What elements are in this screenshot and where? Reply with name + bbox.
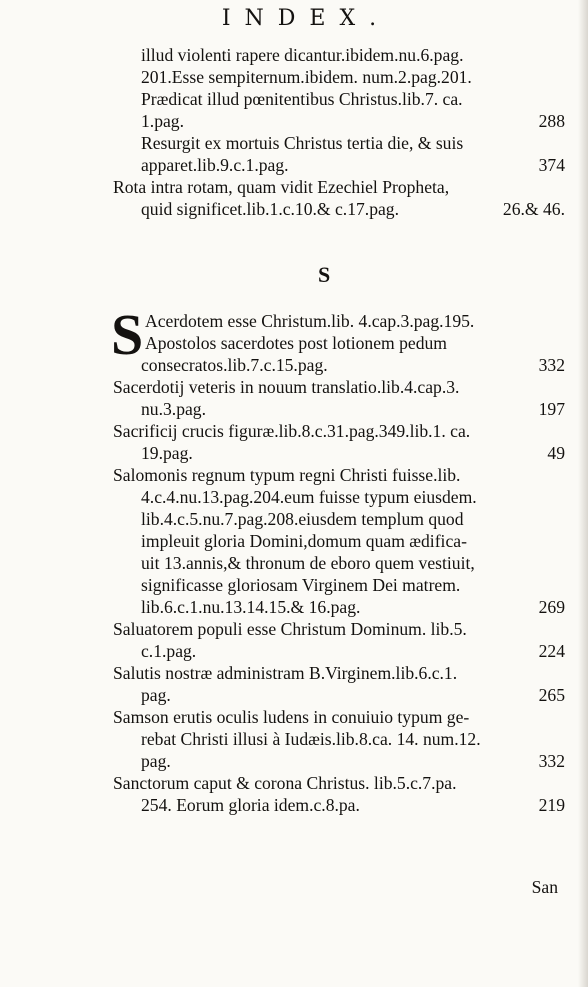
index-entry: [113, 176, 565, 220]
index-entry: [113, 132, 565, 176]
index-line-text: Salutis nostræ administram B.Virginem.lib.6.c.1.: [113, 663, 458, 683]
index-line: [113, 66, 565, 88]
index-line: [113, 154, 565, 176]
index-line: [113, 464, 565, 486]
page-reference: 26.& 46.: [502, 199, 565, 219]
index-line-text: nu.3.pag.: [141, 399, 206, 419]
index-line-text: significasse gloriosam Virginem Dei matrem.: [141, 575, 461, 595]
index-line: [113, 574, 565, 596]
index-line-text: 254. Eorum gloria idem.c.8.pa.: [141, 795, 360, 815]
index-line-text: Resurgit ex mortuis Christus tertia die, & suis: [141, 133, 464, 153]
index-line-text: apparet.lib.9.c.1.pag.: [141, 155, 289, 175]
index-line-text: illud violenti rapere dicantur.ibidem.nu.6.pag.: [141, 45, 464, 65]
index-entry: [113, 772, 565, 816]
index-line-text: Sanctorum caput & corona Christus. lib.5.c.7.pa.: [113, 773, 457, 793]
index-line-text: rebat Christi illusi à Iudæis.lib.8.ca. 14. num.12.: [141, 729, 481, 749]
index-line-text: quid significet.lib.1.c.10.& c.17.pag.: [141, 199, 399, 219]
index-line-text: Sacerdotij veteris in nouum translatio.lib.4.cap.3.: [113, 377, 460, 397]
index-line: [113, 596, 565, 618]
index-entries-r-continuation: [113, 44, 565, 220]
page-header: INDEX.: [221, 6, 391, 31]
index-line: [113, 376, 565, 398]
index-line: [113, 398, 565, 420]
index-line-text: 4.c.4.nu.13.pag.204.eum fuisse typum eiusdem.: [141, 487, 477, 507]
index-line: [113, 618, 565, 640]
index-entry: [111, 302, 565, 376]
index-line: [113, 750, 565, 772]
index-entry: [113, 88, 565, 132]
index-line-text: 201.Esse sempiternum.ibidem. num.2.pag.201.: [141, 67, 472, 87]
page-reference: 224: [538, 641, 565, 661]
index-line-text: pag.: [141, 685, 171, 705]
page-reference: 332: [538, 751, 565, 771]
index-entry: [113, 618, 565, 662]
page-reference: 265: [538, 685, 565, 705]
index-line: [113, 794, 565, 816]
page-reference: 288: [538, 111, 565, 131]
index-line-text: Rota intra rotam, quam vidit Ezechiel Propheta,: [113, 177, 450, 197]
drop-cap: S: [111, 302, 144, 367]
index-line: [113, 310, 565, 332]
index-line: [113, 44, 565, 66]
index-line: [113, 486, 565, 508]
page-reference: 197: [538, 399, 565, 419]
index-line-text: pag.: [141, 751, 171, 771]
index-line-text: lib.6.c.1.nu.13.14.15.& 16.pag.: [141, 597, 361, 617]
index-entry: [113, 662, 565, 706]
section-letter: S: [318, 262, 331, 287]
index-entry: [113, 420, 565, 464]
index-line: [113, 198, 565, 220]
index-line-text: Acerdotem esse Christum.lib. 4.cap.3.pag.195.: [145, 311, 475, 331]
index-line-text: lib.4.c.5.nu.7.pag.208.eiusdem templum quod: [141, 509, 464, 529]
index-line: [113, 530, 565, 552]
index-line: [113, 640, 565, 662]
index-line-text: consecratos.lib.7.c.15.pag.: [141, 355, 328, 375]
index-line-text: 19.pag.: [141, 443, 193, 463]
index-entry: [113, 464, 565, 618]
index-entry: [113, 376, 565, 420]
index-line: [113, 684, 565, 706]
index-line: [113, 332, 565, 354]
index-line: [113, 420, 565, 442]
index-line: [113, 88, 565, 110]
index-line-text: Saluatorem populi esse Christum Dominum. lib.5.: [113, 619, 467, 639]
page-reference: 374: [538, 155, 565, 175]
index-line-text: Salomonis regnum typum regni Christi fuisse.lib.: [113, 465, 461, 485]
index-line: [113, 132, 565, 154]
index-line: [113, 706, 565, 728]
index-line: [113, 552, 565, 574]
index-line: [113, 662, 565, 684]
page-reference: 269: [538, 597, 565, 617]
index-line: [113, 110, 565, 132]
index-line-text: Prædicat illud pœnitentibus Christus.lib.7. ca.: [141, 89, 463, 109]
index-line-text: Samson erutis oculis ludens in conuiuio typum ge-: [113, 707, 470, 727]
page-reference: 49: [547, 443, 565, 463]
index-line-text: 1.pag.: [141, 111, 184, 131]
page-reference: 332: [538, 355, 565, 375]
index-line-text: Apostolos sacerdotes post lotionem pedum: [145, 333, 447, 353]
index-line: [113, 442, 565, 464]
index-line-text: impleuit gloria Domini,domum quam ædifica-: [141, 531, 467, 551]
index-line-text: uit 13.annis,& thronum de eboro quem vestiuit,: [141, 553, 475, 573]
index-entry: [113, 706, 565, 772]
index-entries-s: [111, 302, 565, 816]
index-line-text: c.1.pag.: [141, 641, 197, 661]
index-line: [113, 176, 565, 198]
index-line-text: Sacrificij crucis figuræ.lib.8.c.31.pag.349.lib.1. ca.: [113, 421, 471, 441]
index-line: [113, 354, 565, 376]
index-entry: [113, 44, 565, 88]
page-edge: [578, 0, 588, 987]
index-line: [113, 772, 565, 794]
page-reference: 219: [538, 795, 565, 815]
index-line: [113, 728, 565, 750]
index-line: [113, 508, 565, 530]
catchword: San: [531, 877, 558, 897]
